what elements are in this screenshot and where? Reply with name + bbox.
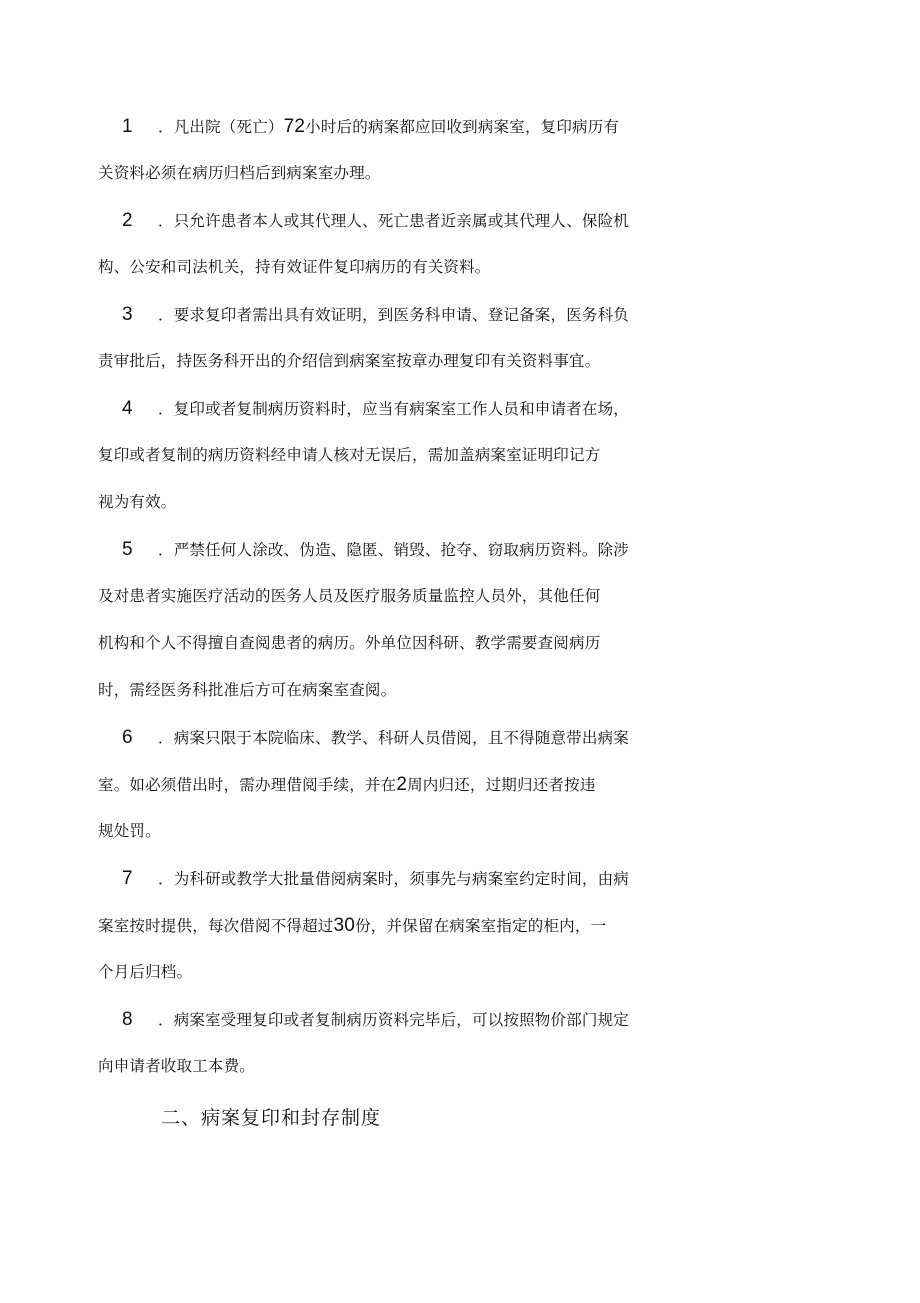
item-number: 7 [122, 868, 133, 889]
document-body [98, 103, 650, 1090]
list-item-5: 5 ．严禁任何人涂改、伪造、隐匿、销毁、抢夺、窃取病历资料。除涉 [98, 526, 650, 573]
list-item-8: 8 ．病案室受理复印或者复制病历资料完毕后，可以按照物价部门规定 [98, 996, 650, 1043]
list-item-2-cont: 构、公安和司法机关，持有效证件复印病历的有关资料。 [98, 258, 491, 276]
list-item-6: 6 ．病案只限于本院临床、教学、科研人员借阅，且不得随意带出病案 [98, 714, 650, 761]
list-item-6-cont: 室。如必须借出时，需办理借阅手续，并在2周内归还，过期归还者按违 [98, 774, 596, 795]
item-number: 5 [122, 539, 133, 560]
item-number: 1 [122, 116, 133, 137]
item-number: 6 [122, 727, 133, 748]
list-item-8-cont: 向申请者收取工本费。 [98, 1057, 256, 1075]
list-item-7-cont: 案室按时提供，每次借阅不得超过30份，并保留在病案室指定的柜内，一 [98, 915, 607, 936]
list-item-4-cont: 视为有效。 [98, 493, 177, 511]
list-item-3-cont: 责审批后，持医务科开出的介绍信到病案室按章办理复印有关资料事宜。 [98, 352, 601, 370]
item-number: 3 [122, 304, 133, 325]
list-item-3: 3 ．要求复印者需出具有效证明，到医务科申请、登记备案，医务科负 [98, 291, 650, 338]
item-number: 8 [122, 1009, 133, 1030]
item-number: 2 [122, 210, 133, 231]
list-item-2: 2 ．只允许患者本人或其代理人、死亡患者近亲属或其代理人、保险机 [98, 197, 650, 244]
list-item-5-cont: 及对患者实施医疗活动的医务人员及医疗服务质量监控人员外，其他任何 [98, 587, 601, 605]
list-item-6-cont: 规处罚。 [98, 822, 161, 840]
item-number: 4 [122, 398, 133, 419]
list-item-4: 4 ．复印或者复制病历资料时，应当有病案室工作人员和申请者在场， [98, 385, 650, 432]
list-item-4-cont: 复印或者复制的病历资料经申请人核对无误后，需加盖病案室证明印记方 [98, 446, 601, 464]
section-heading: 二、病案复印和封存制度 [161, 1107, 382, 1129]
list-item-5-cont: 机构和个人不得擅自查阅患者的病历。外单位因科研、教学需要查阅病历 [98, 634, 601, 652]
list-item-5-cont: 时，需经医务科批准后方可在病案室查阅。 [98, 681, 397, 699]
list-item-7: 7 ．为科研或教学大批量借阅病案时，须事先与病案室约定时间，由病 [98, 855, 650, 902]
list-item-7-cont: 个月后归档。 [98, 963, 193, 981]
list-item-1-cont: 关资料必须在病历归档后到病案室办理。 [98, 164, 381, 182]
list-item-1: 1 ．凡出院（死亡）72小时后的病案都应回收到病案室，复印病历有 [98, 103, 650, 150]
